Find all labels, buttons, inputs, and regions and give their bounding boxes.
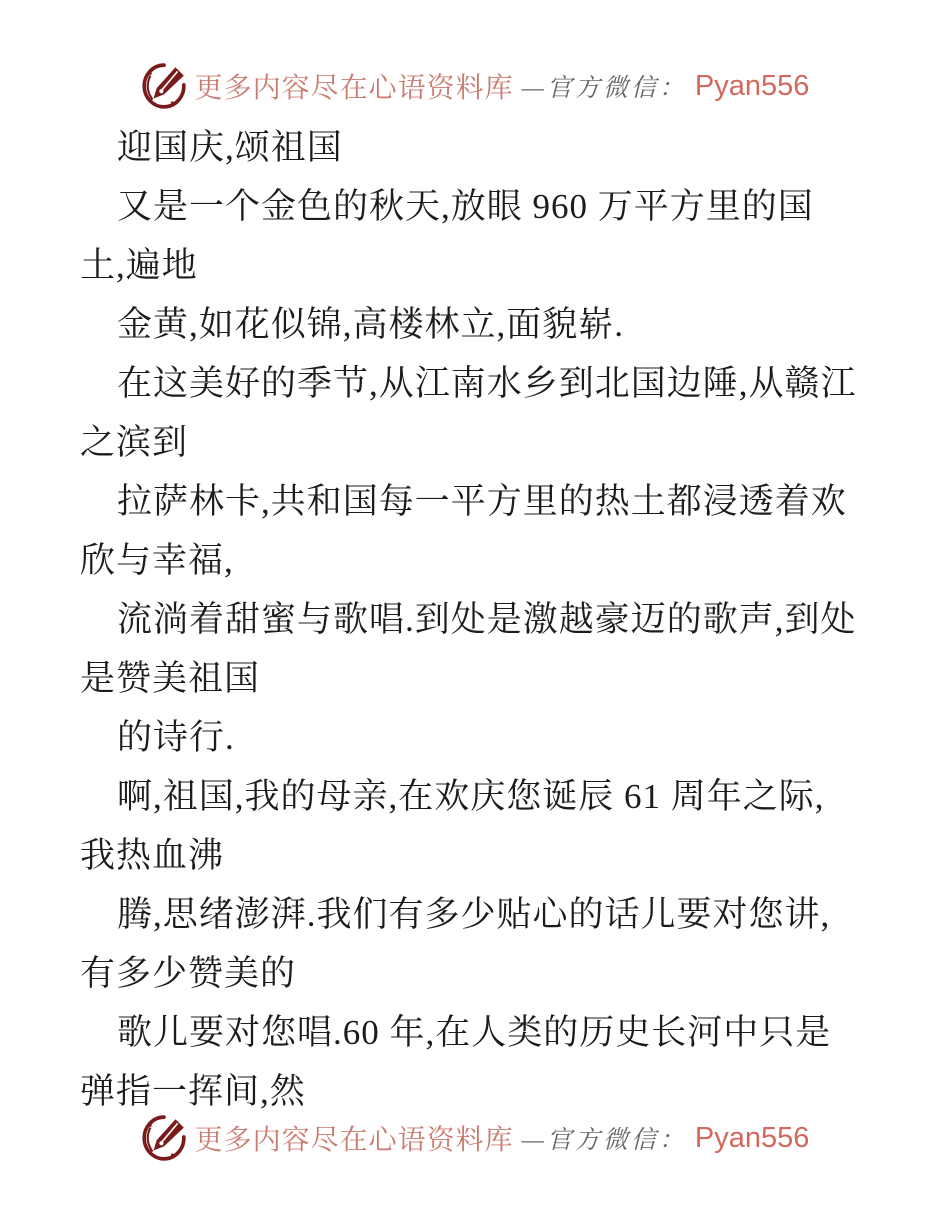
- brand-logo-icon: [141, 62, 187, 110]
- watermark-separator-text: —官方微信：: [521, 1127, 687, 1154]
- text-line: 拉萨林卡,共和国每一平方里的热土都浸透着欢: [117, 482, 847, 521]
- text-line: 我热血沸: [80, 836, 225, 875]
- brand-logo-icon: [141, 1114, 187, 1162]
- text-line: 有多少赞美的: [80, 954, 297, 993]
- text-line: 是赞美祖国: [80, 659, 261, 698]
- text-line: 欣与幸福,: [80, 541, 234, 580]
- text-line: 弹指一挥间,然: [80, 1072, 306, 1111]
- text-line: 金黄,如花似锦,高楼林立,面貌崭.: [117, 305, 625, 344]
- text-line: 的诗行.: [117, 718, 235, 757]
- watermark-brand-text: 更多内容尽在心语资料库: [194, 73, 514, 104]
- text-line: 土,遍地: [80, 246, 198, 285]
- watermark-brand-text: 更多内容尽在心语资料库: [194, 1125, 514, 1156]
- text-line: 啊,祖国,我的母亲,在欢庆您诞辰 61 周年之际,: [117, 777, 825, 816]
- watermark-wechat-id: Pyan556: [694, 1121, 810, 1154]
- text-line: 迎国庆,颂祖国: [117, 128, 343, 167]
- footer-watermark: [0, 1114, 950, 1162]
- header-watermark: [0, 62, 950, 110]
- text-line: 又是一个金色的秋天,放眼 960 万平方里的国: [117, 187, 814, 226]
- text-line: 流淌着甜蜜与歌唱.到处是激越豪迈的歌声,到处: [117, 600, 857, 639]
- watermark-wechat-id: Pyan556: [694, 69, 810, 102]
- text-line: 之滨到: [80, 423, 189, 462]
- text-line: 腾,思绪澎湃.我们有多少贴心的话儿要对您讲,: [117, 895, 831, 934]
- document-body: [80, 118, 880, 1121]
- watermark-separator-text: —官方微信：: [521, 75, 687, 102]
- text-line: 在这美好的季节,从江南水乡到北国边陲,从赣江: [117, 364, 857, 403]
- text-line: 歌儿要对您唱.60 年,在人类的历史长河中只是: [117, 1013, 832, 1052]
